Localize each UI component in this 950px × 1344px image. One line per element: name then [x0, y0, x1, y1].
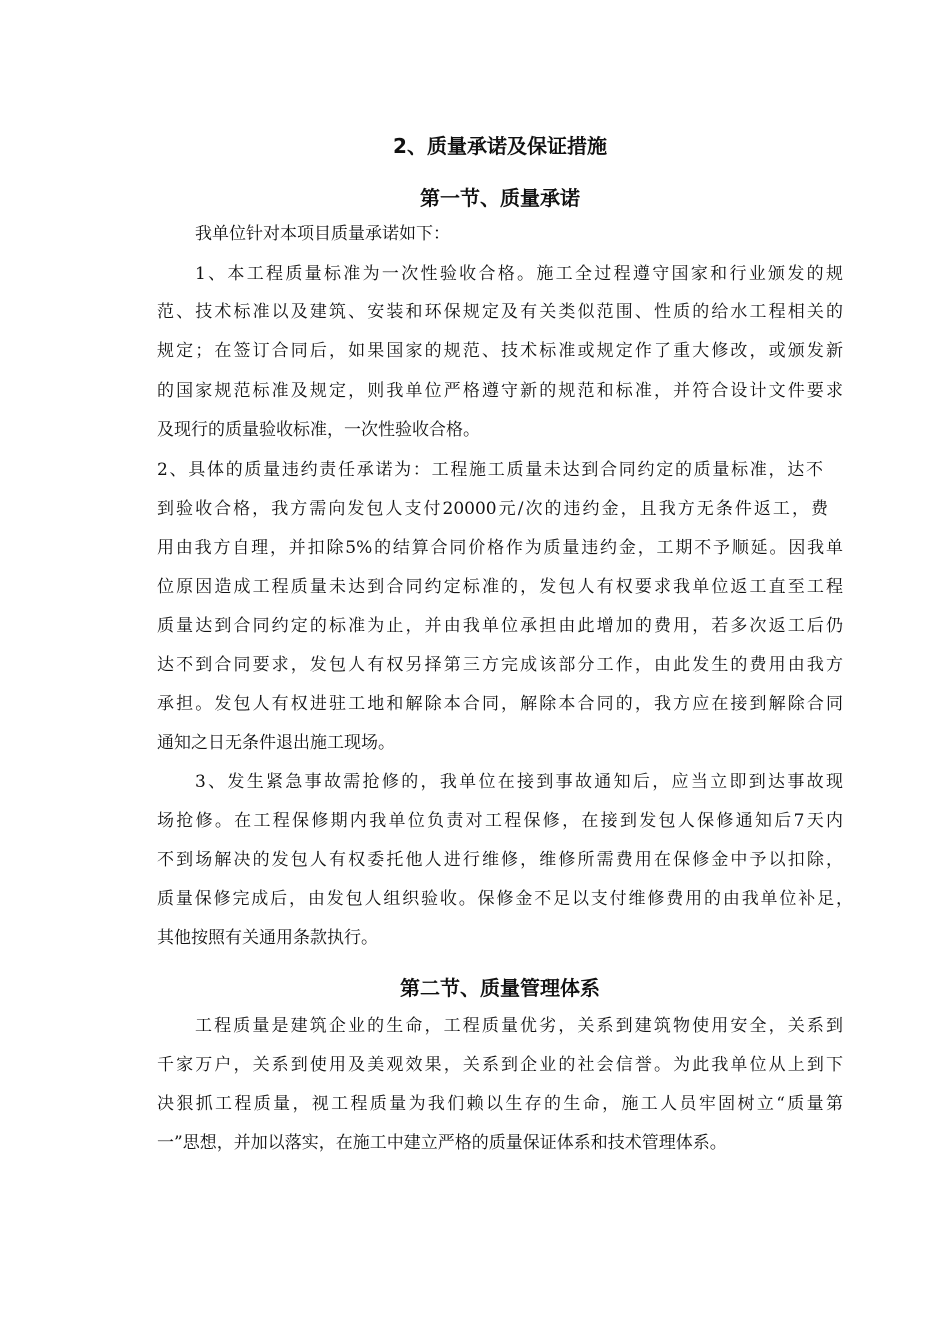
item-1-line: 规定；在签订合同后，如果国家的规范、技术标准或规定作了重大修改，或颁发新 [157, 341, 843, 361]
item-2-line: 质量达到合同约定的标准为止，并由我单位承担由此增加的费用，若多次返工后仍 [157, 616, 843, 636]
item-3-line: 不到场解决的发包人有权委托他人进行维修，维修所需费用在保修金中予以扣除， [157, 850, 843, 870]
section-1-intro: 我单位针对本项目质量承诺如下： [195, 224, 450, 244]
section-2-line: 一”思想，并加以落实，在施工中建立严格的质量保证体系和技术管理体系。 [157, 1133, 727, 1153]
item-1-line: 1、本工程质量标准为一次性验收合格。施工全过程遵守国家和行业颁发的规 [195, 264, 843, 284]
item-2-line: 承担。发包人有权进驻工地和解除本合同，解除本合同的，我方应在接到解除合同 [157, 694, 843, 714]
item-2-line: 到验收合格，我方需向发包人支付20000元/次的违约金，且我方无条件返工，费 [157, 499, 828, 519]
section-2-line: 工程质量是建筑企业的生命，工程质量优劣，关系到建筑物使用安全，关系到 [195, 1016, 843, 1036]
item-1-line: 范、技术标准以及建筑、安装和环保规定及有关类似范围、性质的给水工程相关的 [157, 302, 843, 322]
item-3-line: 其他按照有关通用条款执行。 [157, 928, 378, 948]
section-2-line: 决狠抓工程质量，视工程质量为我们赖以生存的生命，施工人员牢固树立“质量第 [157, 1094, 843, 1114]
item-2-line: 通知之日无条件退出施工现场。 [157, 733, 395, 753]
item-2-line: 达不到合同要求，发包人有权另择第三方完成该部分工作，由此发生的费用由我方 [157, 655, 843, 675]
section-1-heading: 第一节、质量承诺 [420, 186, 580, 210]
item-2-line: 位原因造成工程质量未达到合同约定标准的，发包人有权要求我单位返工直至工程 [157, 577, 843, 597]
item-3-line: 场抢修。在工程保修期内我单位负责对工程保修，在接到发包人保修通知后7天内 [157, 811, 843, 831]
item-2-line: 用由我方自理，并扣除5%的结算合同价格作为质量违约金，工期不予顺延。因我单 [157, 538, 843, 558]
item-3-line: 3、发生紧急事故需抢修的，我单位在接到事故通知后，应当立即到达事故现 [195, 772, 843, 792]
item-2-line: 2、具体的质量违约责任承诺为：工程施工质量未达到合同约定的质量标准，达不 [157, 460, 823, 480]
section-2-line: 千家万户，关系到使用及美观效果，关系到企业的社会信誉。为此我单位从上到下 [157, 1055, 843, 1075]
item-3-line: 质量保修完成后，由发包人组织验收。保修金不足以支付维修费用的由我单位补足， [157, 889, 853, 909]
section-2-heading: 第二节、质量管理体系 [400, 976, 600, 1000]
item-1-line: 的国家规范标准及规定，则我单位严格遵守新的规范和标准，并符合设计文件要求 [157, 381, 843, 401]
document-title: 2、质量承诺及保证措施 [393, 134, 607, 158]
item-1-line: 及现行的质量验收标准，一次性验收合格。 [157, 420, 480, 440]
